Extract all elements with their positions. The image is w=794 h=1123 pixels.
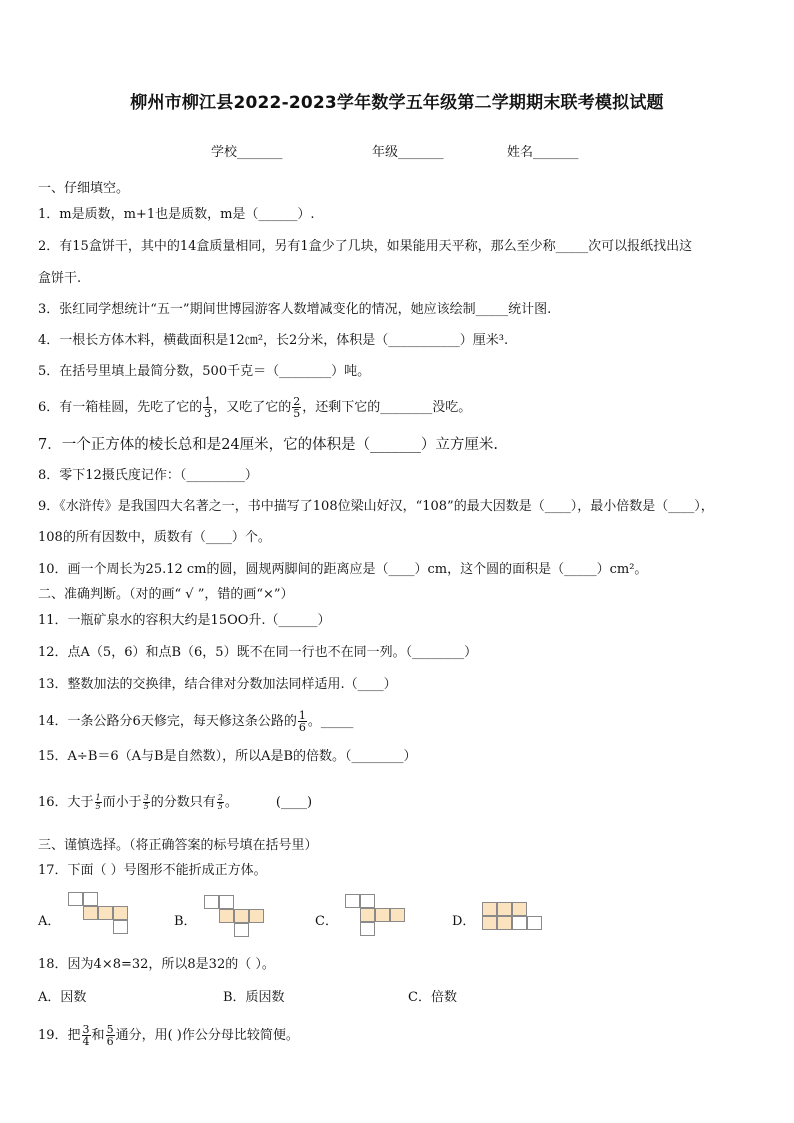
q17-option-a-label: A． [38, 914, 61, 929]
net-cell [482, 902, 497, 916]
fraction-three-fifths [143, 794, 150, 811]
net-cell [204, 895, 219, 909]
q18-option-a: A．因数 [38, 990, 87, 1005]
question-5: 5．在括号里填上最简分数，500千克＝（________）吨。 [38, 364, 371, 379]
fraction-denominator: 6 [106, 1035, 114, 1048]
net-cell [360, 894, 375, 908]
net-cell [83, 892, 98, 906]
net-cell [249, 909, 264, 923]
q17-option-d-label: D． [452, 914, 476, 929]
net-cell [219, 909, 234, 923]
school-field [211, 141, 283, 160]
fraction-numerator: 3 [143, 793, 149, 802]
net-cell [360, 922, 375, 936]
net-cell [113, 920, 128, 934]
question-3: 3．张红同学想统计“五一”期间世博园游客人数增减变化的情况，她应该绘制_____统计图. [38, 302, 552, 317]
q16-text-post: 。 [224, 795, 238, 810]
name-blank: _______ [533, 145, 579, 160]
fraction-numerator: 2 [217, 793, 223, 802]
net-cell [390, 908, 405, 922]
question-12: 12．点A（5，6）和点B（6，5）既不在同一行也不在同一列。（________） [38, 645, 478, 660]
page-title: 柳州市柳江县2022-2023学年数学五年级第二学期期末联考模拟试题 [130, 93, 664, 113]
net-cell [512, 916, 527, 930]
q6-text-pre: 6．有一箱桂圆，先吃了它的 [38, 400, 203, 415]
q6-text-post: ，还剩下它的________没吃。 [302, 400, 472, 415]
section-3-heading: 三、谨慎选择。（将正确答案的标号填在括号里） [38, 838, 318, 853]
q19-text-post: 通分，用( )作公分母比较简便。 [115, 1028, 299, 1043]
net-cell [219, 895, 234, 909]
fraction-denominator: 6 [298, 721, 306, 734]
fraction-five-sixths [106, 1024, 115, 1047]
q6-text-mid: ，又吃了它的 [213, 400, 292, 415]
question-6 [38, 396, 756, 419]
net-cell [497, 916, 512, 930]
question-9-line-1: 9．《水浒传》是我国四大名著之一，书中描写了108位梁山好汉，“108”的最大因数是（____），最小倍数是（____）， [38, 499, 714, 514]
net-cell [482, 916, 497, 930]
fraction-denominator: 5 [217, 802, 223, 811]
net-cell [68, 892, 83, 906]
fraction-denominator: 5 [143, 802, 149, 811]
question-13: 13．整数加法的交换律，结合律对分数加法同样适用.（____） [38, 677, 397, 692]
fraction-denominator: 4 [82, 1035, 90, 1048]
question-9-line-2: 108的所有因数中，质数有（____）个。 [38, 530, 271, 545]
question-7: 7．一个正方体的棱长总和是24厘米，它的体积是（_______）立方厘米. [38, 437, 499, 453]
fraction-numerator: 1 [298, 709, 306, 722]
net-cell [345, 894, 360, 908]
school-blank: _______ [237, 145, 283, 160]
fraction-two-fifths [292, 396, 301, 419]
net-cell [234, 909, 249, 923]
question-14 [38, 710, 756, 733]
grade-blank: _______ [398, 145, 444, 160]
question-2-line-1: 2．有15盒饼干，其中的14盒质量相同，另有1盒少了几块，如果能用天平称，那么至少称_____次可以报纸找出这 [38, 239, 693, 254]
question-15: 15．A÷B＝6（A与B是自然数），所以A是B的倍数。（________） [38, 749, 417, 764]
fraction-denominator: 5 [95, 802, 101, 811]
question-2-line-2: 盒饼干. [38, 271, 82, 286]
name-label: 姓名 [507, 145, 534, 160]
fraction-numerator: 3 [82, 1023, 90, 1036]
fraction-one-third [203, 396, 212, 419]
q16-text-pre: 16．大于 [38, 795, 94, 810]
net-cell [527, 916, 542, 930]
net-cell [234, 923, 249, 937]
net-cell [497, 902, 512, 916]
question-4: 4．一根长方体木料，横截面积是12㎝²，长2分米，体积是（___________）厘米³. [38, 333, 509, 348]
section-1-heading: 一、仔细填空。 [38, 181, 130, 196]
fraction-numerator: 1 [95, 793, 101, 802]
question-18: 18．因为4×8=32，所以8是32的（ ）。 [38, 957, 275, 972]
school-label: 学校 [211, 145, 238, 160]
q14-text-post: 。_____ [307, 714, 354, 729]
fraction-one-fifth [95, 794, 102, 811]
q17-option-c-label: C． [315, 914, 338, 929]
section-2-heading: 二、准确判断。（对的画“ √ ”，错的画“×”） [38, 587, 294, 602]
fraction-numerator: 2 [293, 395, 301, 408]
fraction-two-fifths-small [217, 794, 224, 811]
net-cell [98, 906, 113, 920]
net-cell [512, 902, 527, 916]
fraction-numerator: 5 [106, 1023, 114, 1036]
q18-option-b: B．质因数 [223, 990, 285, 1005]
q14-text-pre: 14．一条公路分6天修完，每天修这条公路的 [38, 714, 297, 729]
name-field [507, 141, 579, 160]
fraction-three-fourths [82, 1024, 91, 1047]
fraction-one-sixth [298, 710, 307, 733]
net-cell [83, 906, 98, 920]
fraction-numerator: 1 [204, 395, 212, 408]
q19-text-mid: 和 [91, 1028, 105, 1043]
question-16 [38, 793, 756, 813]
grade-label: 年级 [372, 145, 399, 160]
fraction-denominator: 5 [293, 407, 301, 420]
question-17: 17．下面（ ）号图形不能折成正方体。 [38, 863, 267, 878]
q18-option-c: C．倍数 [408, 990, 457, 1005]
net-cell [375, 908, 390, 922]
question-1: 1．m是质数，m+1也是质数，m是（______）. [38, 207, 315, 222]
question-19 [38, 1024, 756, 1047]
q19-text-pre: 19．把 [38, 1028, 81, 1043]
q16-text-mid1: 而小于 [102, 795, 142, 810]
q17-option-b-label: B． [174, 914, 197, 929]
q16-text-mid2: 的分数只有 [150, 795, 216, 810]
q16-answer-blank: (____) [275, 795, 313, 810]
question-10: 10．画一个周长为25.12 cm的圆，圆规两脚间的距离应是（____）cm，这个圆的面积是（_____）cm²。 [38, 562, 648, 577]
fraction-denominator: 3 [204, 407, 212, 420]
net-cell [360, 908, 375, 922]
grade-field [372, 141, 444, 160]
question-11: 11．一瓶矿泉水的容积大约是15OO升.（______） [38, 613, 331, 628]
net-cell [113, 906, 128, 920]
question-8: 8．零下12摄氏度记作：（_________） [38, 468, 258, 483]
